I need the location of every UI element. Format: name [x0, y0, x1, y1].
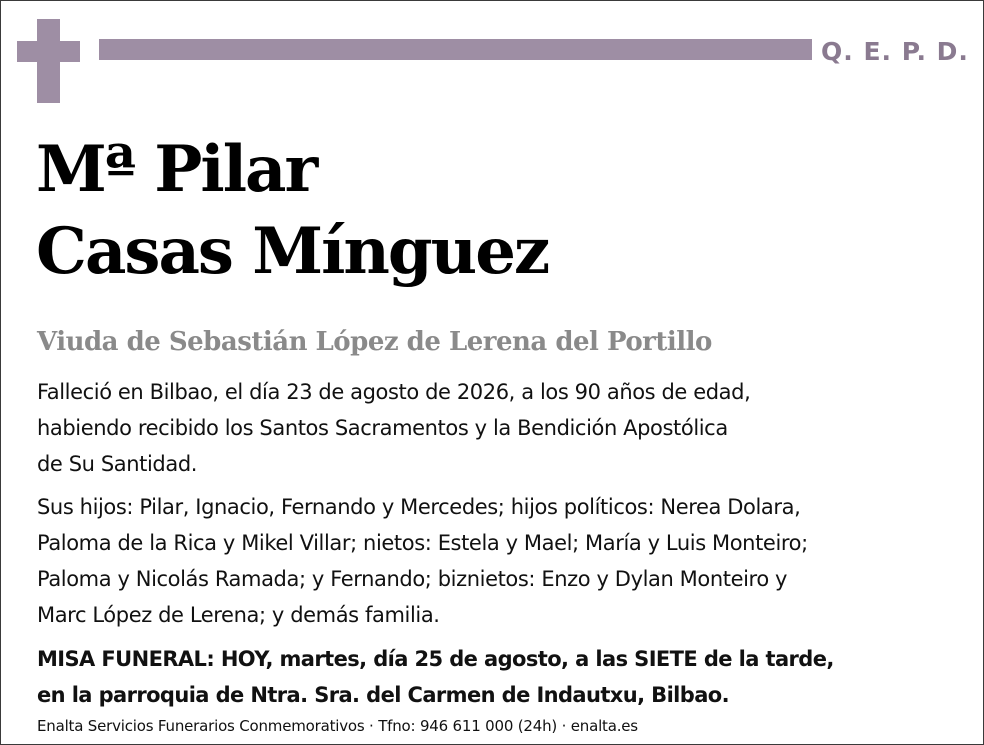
- cross-icon-horizontal: [17, 41, 80, 62]
- death-notice: [37, 374, 750, 482]
- header-rule: [99, 39, 812, 60]
- death-notice-line: habiendo recibido los Santos Sacramentos y la Bendición Apostólica: [37, 416, 728, 440]
- qepd-label: Q. E. P. D.: [821, 37, 969, 66]
- name-line-2: Casas Mínguez: [36, 214, 549, 289]
- family-line: Paloma y Nicolás Ramada; y Fernando; biznietos: Enzo y Dylan Monteiro y: [37, 567, 788, 591]
- funeral-mass-info: [37, 641, 834, 713]
- deceased-name: [36, 129, 548, 293]
- death-notice-line: Falleció en Bilbao, el día 23 de agosto de 2026, a los 90 años de edad,: [37, 380, 751, 404]
- funeral-line: en la parroquia de Ntra. Sra. del Carmen de Indautxu, Bilbao.: [37, 683, 729, 707]
- family-line: Paloma de la Rica y Mikel Villar; nietos: Estela y Mael; María y Luis Monteiro;: [37, 531, 808, 555]
- family-line: Sus hijos: Pilar, Ignacio, Fernando y Mercedes; hijos políticos: Nerea Dolara,: [37, 495, 801, 519]
- widow-of-line: Viuda de Sebastián López de Lerena del Portillo: [37, 327, 712, 357]
- family-list: [37, 489, 808, 633]
- name-line-1: Mª Pilar: [36, 132, 317, 207]
- family-line: Marc López de Lerena; y demás familia.: [37, 603, 440, 627]
- funeral-line: MISA FUNERAL: HOY, martes, día 25 de agosto, a las SIETE de la tarde,: [37, 647, 834, 671]
- death-notice-line: de Su Santidad.: [37, 452, 198, 476]
- funeral-home-footer: Enalta Servicios Funerarios Conmemorativos · Tfno: 946 611 000 (24h) · enalta.es: [37, 717, 638, 735]
